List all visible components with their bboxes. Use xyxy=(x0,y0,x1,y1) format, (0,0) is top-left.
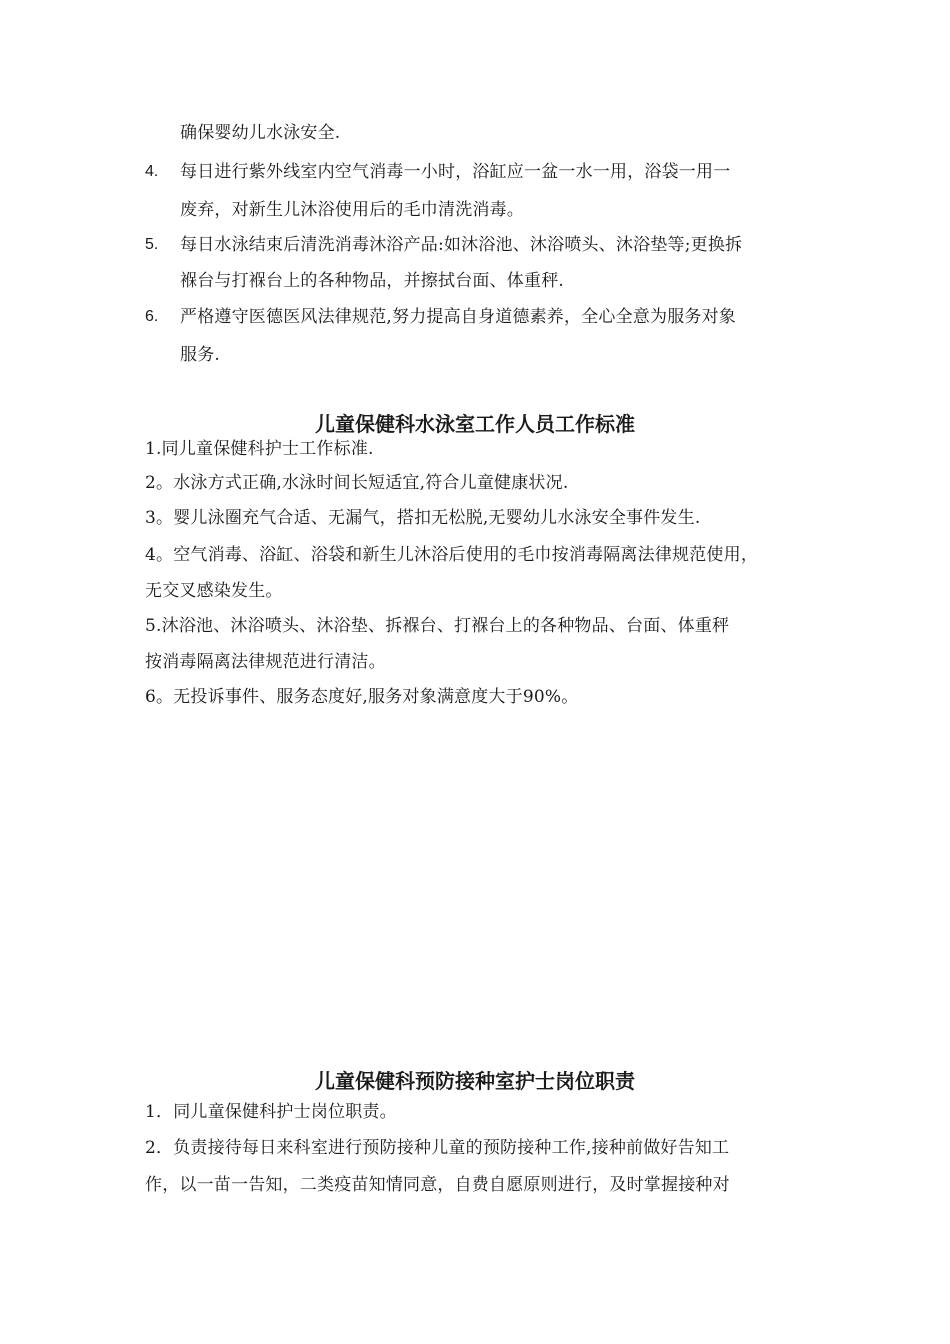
standard-line: 4。空气消毒、浴缸、浴袋和新生儿沐浴后使用的毛巾按消毒隔离法律规范使用， xyxy=(145,545,759,565)
list-item-text: 褓台与打褓台上的各种物品，并擦拭台面、体重秤. xyxy=(180,271,565,291)
list-item-text: 服务. xyxy=(180,345,221,365)
section-title-vaccination-duties: 儿童保健科预防接种室护士岗位职责 xyxy=(315,1069,635,1093)
list-item-text: 严格遵守医德医风法律规范,努力提高自身道德素养，全心全意为服务对象 xyxy=(180,307,737,327)
section-title-swim-standards: 儿童保健科水泳室工作人员工作标准 xyxy=(315,412,635,436)
standard-line: 3。婴儿泳圈充气合适、无漏气，搭扣无松脱,无婴幼儿水泳安全事件发生. xyxy=(145,508,701,528)
duty-line: 作，以一苗一告知，二类疫苗知情同意，自费自愿原则进行，及时掌握接种对 xyxy=(145,1175,730,1195)
list-item-text: 废弃，对新生儿沐浴使用后的毛巾清洗消毒。 xyxy=(180,200,524,220)
carry-over-line: 确保婴幼儿水泳安全. xyxy=(180,123,341,143)
duty-line: 1．同儿童保健科护士岗位职责。 xyxy=(145,1102,397,1122)
standard-line: 6。无投诉事件、服务态度好,服务对象满意度大于90%。 xyxy=(145,687,579,707)
standard-line: 5.沐浴池、沐浴喷头、沐浴垫、拆褓台、打褓台上的各种物品、台面、体重秤 xyxy=(145,616,730,636)
list-item-number: 4. xyxy=(145,163,159,180)
standard-line: 按消毒隔离法律规范进行清洁。 xyxy=(145,652,386,672)
list-item-text: 每日水泳结束后清洗消毒沐浴产品:如沐浴池、沐浴喷头、沐浴垫等;更换拆 xyxy=(180,235,743,255)
list-item-number: 5. xyxy=(145,236,159,253)
list-item-text: 每日进行紫外线室内空气消毒一小时，浴缸应一盆一水一用，浴袋一用一 xyxy=(180,162,731,182)
standard-line: 1.同儿童保健科护士工作标准. xyxy=(145,439,374,459)
list-item-number: 6. xyxy=(145,308,159,325)
standard-line: 无交叉感染发生。 xyxy=(145,581,283,601)
duty-line: 2．负责接待每日来科室进行预防接种儿童的预防接种工作,接种前做好告知工 xyxy=(145,1138,730,1158)
standard-line: 2。水泳方式正确,水泳时间长短适宜,符合儿童健康状况. xyxy=(145,473,569,493)
